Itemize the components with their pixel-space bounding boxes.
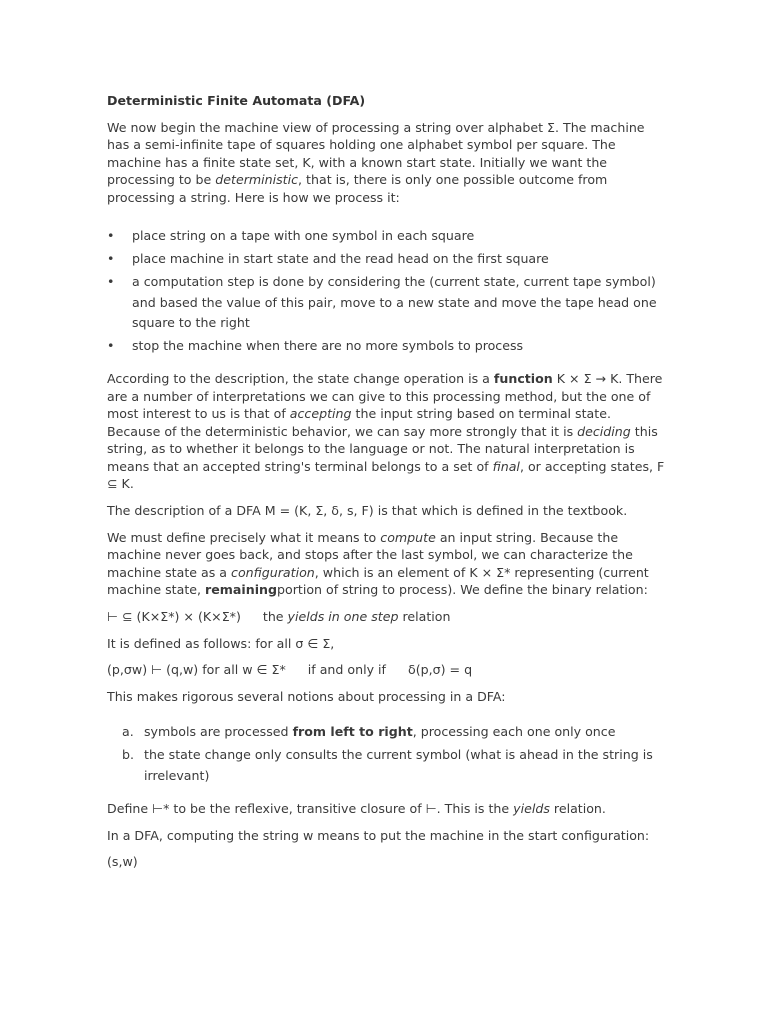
relation-text: relation xyxy=(398,609,451,625)
intro-emphasis-deterministic: deterministic xyxy=(215,172,299,188)
intro-text-3: , that is, there is only one possible outcome from processing a string. Here is how we process it: xyxy=(107,172,608,205)
emphasis-accepting: accepting xyxy=(289,406,352,422)
paragraph-text: this string, as to whether it belongs to the language or not. The natural interpretation is means that an accepted string's terminal belongs to a set of xyxy=(107,423,658,474)
bullet-marker: • xyxy=(107,250,115,266)
list-item xyxy=(107,249,667,270)
emphasis-yields-in-one-step: yields in one step xyxy=(287,609,399,625)
paragraph-text: the input string based on terminal state. Because of the deterministic behavior, we can say more strongly that it is xyxy=(107,406,611,439)
bullet-marker: • xyxy=(107,227,115,243)
bold-remaining: remaining xyxy=(205,582,277,598)
list-item-text: stop the machine when there are no more symbols to process xyxy=(132,338,524,354)
computing-paragraph: In a DFA, computing the string w means to put the machine in the start configuration: xyxy=(107,827,650,843)
emphasis-deciding: deciding xyxy=(577,423,631,439)
bullet-marker: • xyxy=(107,273,115,289)
emphasis-final: final xyxy=(492,458,520,474)
paragraph-text: , which is an element of K × Σ* representing (current machine state, xyxy=(107,564,649,598)
intro-paragraph xyxy=(107,119,667,207)
emphasis-configuration: configuration xyxy=(231,564,315,580)
list-item xyxy=(107,336,667,357)
defined-as-paragraph: It is defined as follows: for all σ ∈ Σ, xyxy=(107,635,335,651)
relation-formula: ⊢ ⊆ (K×Σ*) × (K×Σ*) xyxy=(107,609,241,625)
list-item xyxy=(107,722,667,743)
paragraph-text: an input string. Because the machine never goes back, and stops after the last symbol, we can characterize the machine state as a xyxy=(107,529,633,580)
paragraph-text: Define ⊢* to be the reflexive, transitive closure of ⊢. This is the xyxy=(107,801,514,817)
bold-left-to-right: from left to right xyxy=(292,724,413,740)
rule-formula: (p,σw) ⊢ (q,w) for all w ∈ Σ* xyxy=(107,662,286,678)
rigorous-notions-paragraph: This makes rigorous several notions about processing in a DFA: xyxy=(107,688,506,704)
intro-text-1: We now begin the machine view of processing a string over alphabet Σ. The machine has a semi-infinite tape of squares holding one alphabet symbol per square. The machine has a finite state set, K, with a known start state. Initially we want the processing to be xyxy=(107,119,645,188)
bold-function: function xyxy=(493,370,553,386)
paragraph-text: According to the description, the state change operation is a xyxy=(107,370,494,386)
document-page xyxy=(107,92,667,880)
list-item xyxy=(107,226,667,247)
paragraph-text: portion of string to process). We define the binary relation: xyxy=(277,582,648,598)
configuration-paragraph xyxy=(107,529,667,599)
list-item-text: place machine in start state and the read head on the first square xyxy=(132,250,549,266)
list-item-text: symbols are processed xyxy=(144,724,293,740)
rule-condition: if and only if xyxy=(307,662,386,678)
rule-delta: δ(p,σ) = q xyxy=(408,662,473,678)
transition-rule xyxy=(107,661,667,679)
list-marker: a. xyxy=(122,724,134,740)
list-item-text: the state change only consults the current symbol (what is ahead in the string is irrelevant) xyxy=(144,747,653,783)
paragraph-text: We must define precisely what it means to xyxy=(107,529,381,545)
list-item xyxy=(107,745,667,786)
start-configuration: (s,w) xyxy=(107,854,138,870)
paragraph-text: relation. xyxy=(549,801,606,817)
list-item-text: place string on a tape with one symbol in each square xyxy=(132,227,475,243)
list-item-text: , processing each one only once xyxy=(412,724,616,740)
yields-closure-paragraph xyxy=(107,800,667,818)
paragraph-text: K × Σ → K. There are a number of interpretations we can give to this processing method, but the one of most interest to us is that of xyxy=(107,370,663,422)
bullet-marker: • xyxy=(107,338,115,354)
paragraph-text: , or accepting states, F ⊆ K. xyxy=(107,458,665,492)
list-item xyxy=(107,272,667,334)
list-item-text: a computation step is done by considering the (current state, current tape symbol) and based the value of this pair, move to a new state and move the tape head one square to the right xyxy=(132,273,657,331)
process-steps-list xyxy=(107,226,667,357)
page-title: Deterministic Finite Automata (DFA) xyxy=(107,93,366,108)
relation-text: the xyxy=(262,609,288,625)
emphasis-compute: compute xyxy=(380,529,436,545)
notions-list xyxy=(107,722,667,786)
dfa-definition-paragraph: The description of a DFA M = (K, Σ, δ, s, F) is that which is defined in the textbook. xyxy=(107,503,628,519)
emphasis-yields: yields xyxy=(513,801,550,817)
relation-definition xyxy=(107,608,667,626)
list-marker: b. xyxy=(122,747,134,762)
function-paragraph xyxy=(107,370,667,493)
